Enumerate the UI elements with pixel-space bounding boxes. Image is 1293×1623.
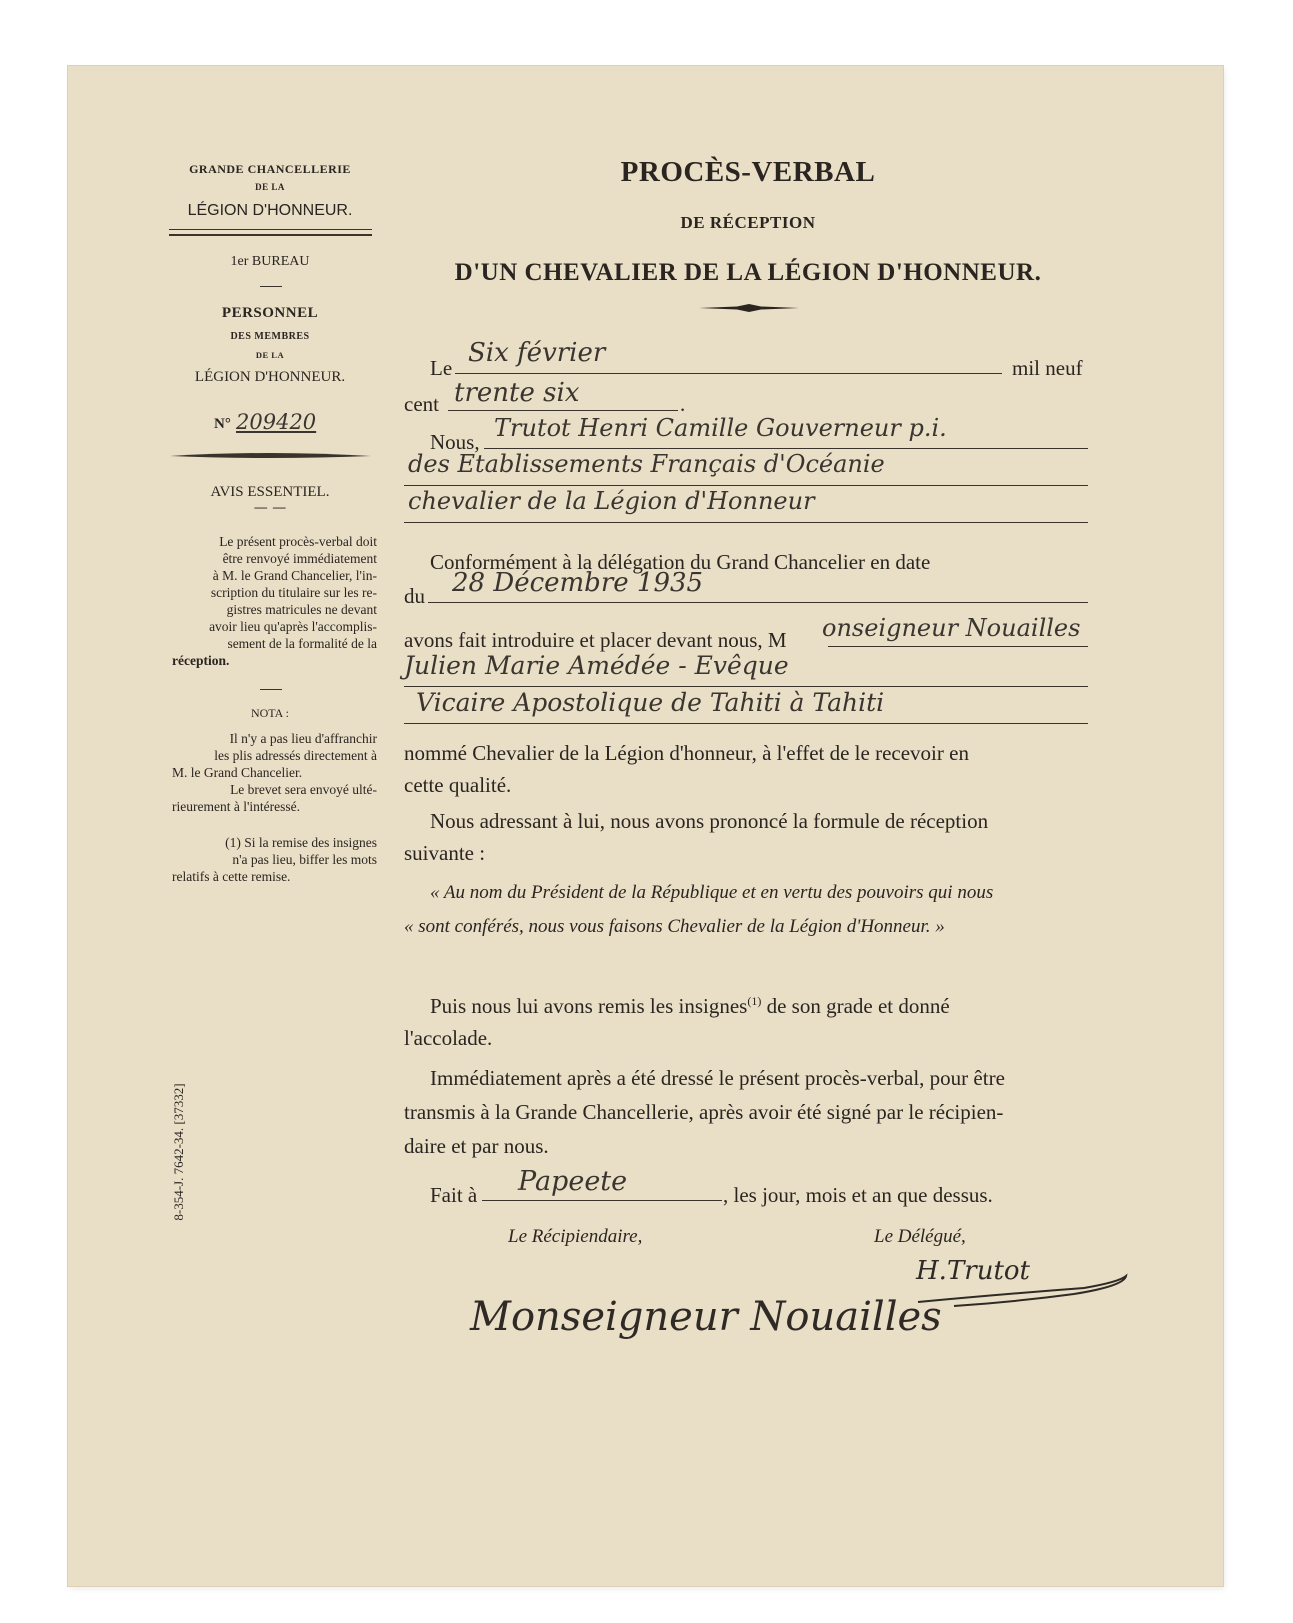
delegue-label: Le Délégué,: [874, 1226, 966, 1247]
footnote-line: relatifs à cette remise.: [172, 869, 291, 884]
nota-text: [172, 730, 377, 815]
org-line1: GRANDE CHANCELLERIE: [189, 162, 351, 176]
text-cent: cent: [404, 392, 439, 416]
member-number: 209420: [236, 410, 317, 434]
org-line3: LÉGION D'HONNEUR.: [187, 202, 353, 219]
avis-line: avoir lieu qu'après l'accomplis-: [209, 619, 377, 634]
text-adressant-1: Nous adressant à lui, nous avons prononcé la formule de réception: [430, 809, 989, 833]
recipiendaire-label: Le Récipiendaire,: [508, 1226, 643, 1247]
nota-line: rieurement à l'intéressé.: [172, 799, 300, 814]
avis-line: sement de la formalité de la: [227, 636, 377, 651]
swash-divider: [168, 450, 373, 462]
nota-line: Il n'y a pas lieu d'affranchir: [229, 731, 377, 746]
avis-dash: — —: [253, 500, 287, 516]
text-puis-2: l'accolade.: [404, 1026, 493, 1050]
subtitle-reception: DE RÉCEPTION: [680, 213, 816, 232]
number-label: N°: [214, 416, 231, 432]
text-nomme-2: cette qualité.: [404, 773, 512, 797]
divider: [169, 234, 372, 236]
divider: [169, 229, 372, 230]
print-code: 8-354-J. 7642-34. [37332]: [171, 1083, 186, 1221]
subtitle-chevalier: D'UN CHEVALIER DE LA LÉGION D'HONNEUR.: [454, 259, 1042, 286]
text-immediat-2: transmis à la Grande Chancellerie, après avoir été signé par le récipien-: [404, 1100, 1004, 1124]
place: Papeete: [518, 1166, 628, 1197]
recipient-line2: Julien Marie Amédée - Evêque: [404, 651, 789, 680]
text-fait-a: Fait à: [430, 1183, 478, 1207]
puis-text-b: de son grade et donné: [766, 994, 950, 1018]
delegation-date: 28 Décembre 1935: [452, 568, 704, 598]
period: .: [680, 392, 686, 416]
header-ornament: [697, 303, 801, 313]
official-line2: des Etablissements Français d'Océanie: [408, 450, 885, 478]
delegate-signature: H.Trutot: [916, 1256, 1031, 1286]
des-membres-label: DES MEMBRES: [230, 331, 310, 342]
avis-title: AVIS ESSENTIEL.: [210, 484, 330, 500]
footnote-line: n'a pas lieu, biffer les mots: [232, 852, 377, 867]
recipient-signature: Monseigneur Nouailles: [470, 1294, 942, 1340]
avis-line: gistres matricules ne devant: [226, 602, 377, 617]
nota-line: M. le Grand Chancelier.: [172, 765, 303, 780]
text-puis-1: [430, 994, 950, 1019]
date-day: Six février: [468, 338, 606, 368]
official-line1: Trutot Henri Camille Gouverneur p.i.: [494, 414, 947, 442]
nota-line: Le brevet sera envoyé ulté-: [230, 782, 377, 797]
text-conformement: Conformément à la délégation du Grand Chancelier en date: [430, 550, 931, 574]
avis-line: Le présent procès-verbal doit: [219, 534, 377, 549]
text-du: du: [404, 584, 425, 608]
footnote-text: [172, 834, 377, 885]
footnote-line: (1) Si la remise des insignes: [225, 835, 377, 850]
legion-label: LÉGION D'HONNEUR.: [194, 369, 346, 385]
org-line2: DE LA: [255, 182, 285, 192]
divider: [260, 286, 282, 287]
text-avons-fait: avons fait introduire et placer devant nous, M: [404, 628, 787, 652]
formula-line2: « sont conférés, nous vous faisons Chevalier de la Légion d'Honneur. »: [404, 916, 945, 937]
text-les-jour: , les jour, mois et an que dessus.: [723, 1183, 993, 1207]
text-adressant-2: suivante :: [404, 841, 486, 865]
puis-text: Puis nous lui avons remis les insignes: [430, 994, 748, 1018]
avis-line: réception.: [172, 653, 230, 668]
text-le: Le: [430, 356, 453, 380]
de-la-label: DE LA: [255, 350, 285, 360]
text-immediat-1: Immédiatement après a été dressé le présent procès-verbal, pour être: [430, 1066, 1005, 1090]
text-nomme-1: nommé Chevalier de la Légion d'honneur, à l'effet de le recevoir en: [404, 741, 969, 765]
official-line3: chevalier de la Légion d'Honneur: [408, 487, 815, 515]
avis-line: être renvoyé immédiatement: [222, 551, 377, 566]
nota-title: NOTA :: [250, 706, 290, 720]
page-title: PROCÈS-VERBAL: [620, 156, 876, 188]
recipient-line3: Vicaire Apostolique de Tahiti à Tahiti: [416, 688, 885, 717]
year-words: trente six: [454, 378, 580, 408]
text-mil-neuf: mil neuf: [1012, 356, 1083, 380]
bureau-label: 1er BUREAU: [230, 254, 310, 269]
personnel-label: PERSONNEL: [221, 305, 319, 321]
avis-line: à M. le Grand Chancelier, l'in-: [212, 568, 377, 583]
avis-line: scription du titulaire sur les re-: [210, 585, 377, 600]
avis-text: [172, 533, 377, 669]
text-immediat-3: daire et par nous.: [404, 1134, 549, 1158]
delegate-signature-flourish: [914, 1272, 1134, 1312]
formula-line1: « Au nom du Président de la République et en vertu des pouvoirs qui nous: [430, 882, 994, 903]
divider: [260, 689, 282, 690]
recipient-line1: onseigneur Nouailles: [822, 614, 1081, 642]
document-sheet: [68, 66, 1223, 1586]
text-nous: Nous,: [430, 430, 480, 454]
footnote-ref: (1): [747, 994, 762, 1008]
nota-line: les plis adressés directement à: [214, 748, 377, 763]
